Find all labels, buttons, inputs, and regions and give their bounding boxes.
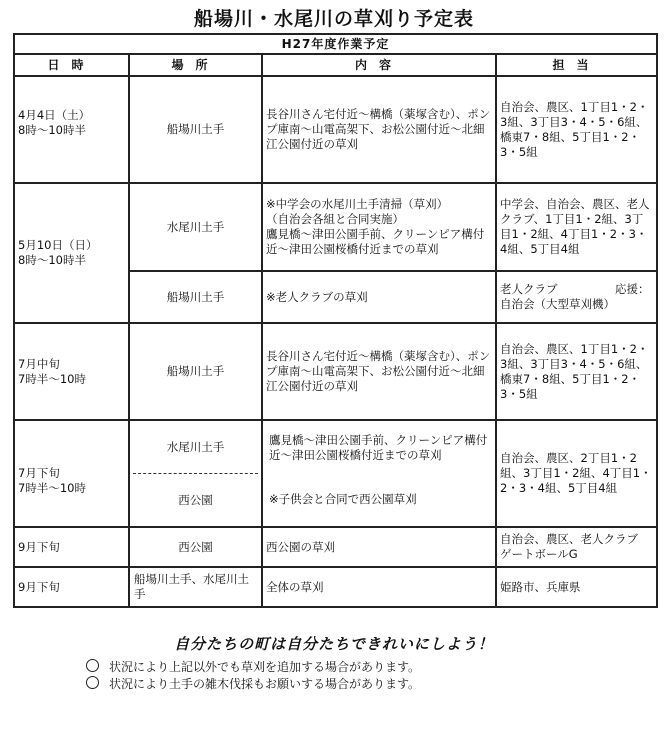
table-row <box>14 567 657 607</box>
date-cell: 9月下旬 <box>14 527 129 567</box>
page-title: 船場川・水尾川の草刈り予定表 <box>193 8 474 30</box>
charge-cell: 自治会、農区、2丁目1・2組、3丁目1・2組、4丁目1・2・3・4組、5丁目4組 <box>496 420 657 527</box>
table-row <box>14 183 657 271</box>
column-header-date: 日時 <box>14 54 129 76</box>
note-item <box>86 659 420 675</box>
content-cell: 長谷川さん宅付近～構橋（薬塚含む）、ポンプ庫南～山電高架下、お松公園付近～北細江公園付近の草刈 <box>262 323 496 420</box>
schedule-table <box>13 33 658 608</box>
place-cell: 船場川土手、水尾川土手 <box>129 567 262 607</box>
note-item <box>86 676 420 692</box>
content-cell: ※老人クラブの草刈 <box>262 271 496 323</box>
place-cell: 船場川土手 <box>129 323 262 420</box>
circle-bullet-icon <box>86 659 99 672</box>
table-row <box>14 76 657 183</box>
charge-cell: 姫路市、兵庫県 <box>496 567 657 607</box>
charge-cell: 自治会、農区、1丁目1・2・3組、3丁目3・4・5・6組、橋東7・8組、5丁目1・2・3・5組 <box>496 323 657 420</box>
date-text: 4月4日（土） 8時～10時半 <box>18 107 91 137</box>
circle-bullet-icon <box>86 676 99 689</box>
date-cell: 9月下旬 <box>14 567 129 607</box>
place-cell: 水尾川土手 <box>129 183 262 271</box>
year-header-row <box>14 34 657 54</box>
year-header: H27年度作業予定 <box>14 34 657 54</box>
content-cell: 西公園の草刈 <box>262 527 496 567</box>
place-bottom: 西公園 <box>133 473 258 526</box>
charge-cell: 老人クラブ 応援： 自治会（大型草刈機） <box>496 271 657 323</box>
slogan: 自分たちの町は自分たちできれいにしよう！ <box>174 635 494 653</box>
place-cell <box>129 420 262 527</box>
date-cell <box>14 420 129 527</box>
column-header-charge: 担当 <box>496 54 657 76</box>
place-top: 水尾川土手 <box>166 439 225 454</box>
place-cell: 船場川土手 <box>129 271 262 323</box>
content-cell: 長谷川さん宅付近～構橋（薬塚含む）、ポンプ庫南～山電高架下、お松公園付近～北細江公園付近の草刈 <box>262 76 496 183</box>
charge-cell: 自治会、農区、老人クラブ ゲートボールG <box>496 527 657 567</box>
column-header-content: 内容 <box>262 54 496 76</box>
date-text: 7月下旬 7時半～10時 <box>18 465 86 495</box>
table-row <box>14 527 657 567</box>
place-cell: 船場川土手 <box>129 76 262 183</box>
content-cell: 全体の草刈 <box>262 567 496 607</box>
column-header-place: 場所 <box>129 54 262 76</box>
date-cell: 5月10日（日） 8時～10時半 <box>14 183 129 323</box>
place-cell: 西公園 <box>129 527 262 567</box>
charge-cell: 自治会、農区、1丁目1・2・3組、3丁目3・4・5・6組、橋東7・8組、5丁目1・2・3・5組 <box>496 76 657 183</box>
column-header-row <box>14 54 657 76</box>
note-text: 状況により上記以外でも草刈を追加する場合があります。 <box>109 660 421 674</box>
table-row <box>14 420 657 527</box>
date-cell: 7月中旬 7時半～10時 <box>14 323 129 420</box>
note-text: 状況により土手の雑木伐採もお願いする場合があります。 <box>109 677 421 691</box>
content-bottom: ※子供会と合同で西公園草刈 <box>269 492 417 506</box>
date-cell <box>14 76 129 183</box>
content-cell: ※中学会の水尾川土手清掃（草刈） （自治会各組と合同実施） 鷹見橋～津田公園手前、クリーンピア構付近～津田公園桜橋付近までの草刈 <box>262 183 496 271</box>
content-cell <box>262 420 496 527</box>
table-row <box>14 323 657 420</box>
content-top: 鷹見橋～津田公園手前、クリーンピア構付近～津田公園桜橋付近までの草刈 <box>269 432 488 462</box>
charge-cell: 中学会、自治会、農区、老人クラブ、1丁目1・2組、3丁目1・2組、4丁目1・2・3・4組、5丁目4組 <box>496 183 657 271</box>
